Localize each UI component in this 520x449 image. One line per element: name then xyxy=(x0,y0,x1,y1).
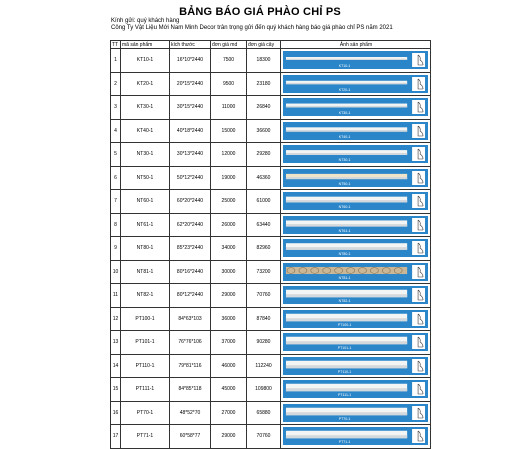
cell-price-cay: 61000 xyxy=(247,190,281,214)
moulding-shadow xyxy=(286,389,407,392)
moulding-image xyxy=(283,145,428,163)
photo-code-label: PT111-1 xyxy=(337,393,352,398)
product-photo xyxy=(283,98,428,116)
cell-tt: 10 xyxy=(111,260,121,284)
table-row xyxy=(111,354,431,378)
cell-size: 76*76*106 xyxy=(170,331,211,355)
cell-price-cay: 87840 xyxy=(247,307,281,331)
photo-code-label: PT70-1 xyxy=(338,416,351,421)
cell-tt: 16 xyxy=(111,401,121,425)
cell-price-cay: 70760 xyxy=(247,284,281,308)
cell-price-md: 12000 xyxy=(211,143,247,167)
cell-product-photo xyxy=(281,96,431,120)
cell-code: NT61-1 xyxy=(121,213,170,237)
cell-price-md: 36000 xyxy=(211,307,247,331)
photo-code-label: NT60-1 xyxy=(338,205,351,210)
cell-size: 20*15*2440 xyxy=(170,72,211,96)
product-photo xyxy=(283,75,428,93)
moulding-image xyxy=(283,192,428,210)
moulding-shadow xyxy=(286,177,407,179)
moulding-shadow xyxy=(286,200,407,202)
product-photo xyxy=(283,380,428,398)
cell-tt: 5 xyxy=(111,143,121,167)
product-photo xyxy=(283,404,428,422)
moulding-image xyxy=(283,357,428,375)
moulding-image xyxy=(283,404,428,422)
cell-price-cay: 65880 xyxy=(247,401,281,425)
product-photo xyxy=(283,357,428,375)
cell-price-cay: 26840 xyxy=(247,96,281,120)
table-row xyxy=(111,237,431,261)
table-row xyxy=(111,378,431,402)
moulding-shadow xyxy=(286,59,407,60)
cell-price-cay: 29280 xyxy=(247,143,281,167)
moulding-shadow xyxy=(286,365,407,368)
product-photo xyxy=(283,145,428,163)
greeting-line: Kính gửi: quý khách hàng xyxy=(111,18,180,24)
cell-price-md: 7500 xyxy=(211,49,247,73)
col-header-size: kích thước xyxy=(170,41,211,49)
moulding-image xyxy=(283,427,428,445)
photo-code-label: PT100-1 xyxy=(337,322,352,327)
cell-product-photo xyxy=(281,190,431,214)
cell-size: 84*85*118 xyxy=(170,378,211,402)
product-photo xyxy=(283,122,428,140)
table-row xyxy=(111,166,431,190)
cell-tt: 2 xyxy=(111,72,121,96)
cell-price-md: 37000 xyxy=(211,331,247,355)
cell-product-photo xyxy=(281,331,431,355)
table-row xyxy=(111,307,431,331)
cell-price-cay: 63440 xyxy=(247,213,281,237)
moulding-image xyxy=(283,310,428,328)
cell-tt: 13 xyxy=(111,331,121,355)
price-table xyxy=(110,40,431,449)
cell-size: 40*18*2440 xyxy=(170,119,211,143)
cell-product-photo xyxy=(281,143,431,167)
cell-price-md: 30000 xyxy=(211,260,247,284)
photo-code-label: PT110-1 xyxy=(337,369,352,374)
product-photo xyxy=(283,333,428,351)
cell-code: NT30-1 xyxy=(121,143,170,167)
photo-code-label: NT30-1 xyxy=(338,158,351,163)
cell-price-md: 9500 xyxy=(211,72,247,96)
page-title: BẢNG BÁO GIÁ PHÀO CHỈ PS xyxy=(179,6,341,18)
cell-price-md: 29000 xyxy=(211,425,247,449)
cell-price-md: 34000 xyxy=(211,237,247,261)
cell-tt: 17 xyxy=(111,425,121,449)
cell-tt: 8 xyxy=(111,213,121,237)
cell-price-md: 27000 xyxy=(211,401,247,425)
cell-size: 50*12*2440 xyxy=(170,166,211,190)
col-header-tt: TT xyxy=(111,41,121,49)
cell-product-photo xyxy=(281,119,431,143)
cell-size: 16*10*2440 xyxy=(170,49,211,73)
cell-product-photo xyxy=(281,49,431,73)
cell-product-photo xyxy=(281,213,431,237)
cell-code: PT101-1 xyxy=(121,331,170,355)
table-row xyxy=(111,143,431,167)
cell-price-cay: 18300 xyxy=(247,49,281,73)
moulding-image xyxy=(283,333,428,351)
product-photo xyxy=(283,51,428,69)
cell-size: 79*81*116 xyxy=(170,354,211,378)
cell-tt: 12 xyxy=(111,307,121,331)
moulding-shadow xyxy=(286,106,407,108)
cell-price-md: 25000 xyxy=(211,190,247,214)
cell-code: KT20-1 xyxy=(121,72,170,96)
moulding-shadow xyxy=(286,153,407,155)
cell-product-photo xyxy=(281,354,431,378)
cell-code: NT82-1 xyxy=(121,284,170,308)
photo-code-label: KT40-1 xyxy=(338,134,351,139)
product-photo xyxy=(283,192,428,210)
cell-tt: 3 xyxy=(111,96,121,120)
photo-code-label: NT81-1 xyxy=(338,275,351,280)
cell-product-photo xyxy=(281,260,431,284)
moulding-shadow xyxy=(286,247,407,250)
cell-size: 62*20*2440 xyxy=(170,213,211,237)
moulding-shadow xyxy=(286,436,407,439)
moulding-image xyxy=(283,98,428,116)
cell-price-md: 29000 xyxy=(211,284,247,308)
cell-tt: 6 xyxy=(111,166,121,190)
table-row xyxy=(111,284,431,308)
moulding-image xyxy=(283,239,428,257)
cell-price-cay: 73200 xyxy=(247,260,281,284)
cell-tt: 14 xyxy=(111,354,121,378)
moulding-shadow xyxy=(286,412,407,415)
photo-code-label: NT82-1 xyxy=(338,299,351,304)
cell-product-photo xyxy=(281,237,431,261)
photo-code-label: KT20-1 xyxy=(338,87,351,92)
cell-code: KT30-1 xyxy=(121,96,170,120)
cell-product-photo xyxy=(281,307,431,331)
photo-code-label: NT50-1 xyxy=(338,181,351,186)
cell-code: PT71-1 xyxy=(121,425,170,449)
cell-price-md: 45000 xyxy=(211,378,247,402)
cell-price-cay: 109800 xyxy=(247,378,281,402)
table-row xyxy=(111,119,431,143)
cell-product-photo xyxy=(281,72,431,96)
intro-line: Công Ty Vật Liệu Mới Nam Minh Decor trân trọng gửi đến quý khách hàng báo giá phào chỉ PS năm 2021 xyxy=(111,25,393,31)
cell-price-md: 46000 xyxy=(211,354,247,378)
photo-code-label: KT10-1 xyxy=(338,64,351,69)
product-photo xyxy=(283,286,428,304)
cell-size: 85*23*2440 xyxy=(170,237,211,261)
moulding-shadow xyxy=(286,318,407,321)
cell-price-cay: 70760 xyxy=(247,425,281,449)
col-header-image: Ảnh sản phẩm xyxy=(281,41,431,49)
cell-size: 60*20*2440 xyxy=(170,190,211,214)
product-photo xyxy=(283,239,428,257)
moulding-image xyxy=(283,51,428,69)
cell-size: 30*13*2440 xyxy=(170,143,211,167)
cell-price-cay: 82960 xyxy=(247,237,281,261)
moulding-image xyxy=(283,380,428,398)
moulding-shadow xyxy=(286,224,407,226)
moulding-image xyxy=(283,75,428,93)
cell-product-photo xyxy=(281,425,431,449)
cell-tt: 9 xyxy=(111,237,121,261)
moulding-image xyxy=(283,286,428,304)
product-photo xyxy=(283,216,428,234)
cell-code: KT40-1 xyxy=(121,119,170,143)
moulding-image xyxy=(283,122,428,140)
col-header-code: mã sản phẩm xyxy=(121,41,170,49)
cell-tt: 11 xyxy=(111,284,121,308)
cell-product-photo xyxy=(281,284,431,308)
moulding-image xyxy=(283,263,428,281)
cell-price-md: 15000 xyxy=(211,119,247,143)
cell-price-cay: 36600 xyxy=(247,119,281,143)
table-row xyxy=(111,425,431,449)
cell-price-cay: 46360 xyxy=(247,166,281,190)
table-row xyxy=(111,331,431,355)
cell-tt: 4 xyxy=(111,119,121,143)
col-header-price-cay: đơn giá cây xyxy=(247,41,281,49)
moulding-shadow xyxy=(286,342,407,345)
photo-code-label: NT61-1 xyxy=(338,228,351,233)
moulding-shadow xyxy=(286,83,407,84)
col-header-price-md: đơn giá md xyxy=(211,41,247,49)
table-row xyxy=(111,401,431,425)
cell-size: 80*12*2440 xyxy=(170,284,211,308)
product-photo xyxy=(283,427,428,445)
product-photo xyxy=(283,310,428,328)
cell-code: PT110-1 xyxy=(121,354,170,378)
table-row xyxy=(111,213,431,237)
table-header-row xyxy=(111,41,431,49)
photo-code-label: PT71-1 xyxy=(338,440,351,445)
cell-size: 48*52*70 xyxy=(170,401,211,425)
cell-size: 30*15*2440 xyxy=(170,96,211,120)
moulding-image xyxy=(283,216,428,234)
cell-code: PT111-1 xyxy=(121,378,170,402)
cell-product-photo xyxy=(281,166,431,190)
cell-size: 80*16*2440 xyxy=(170,260,211,284)
cell-code: NT81-1 xyxy=(121,260,170,284)
table-row xyxy=(111,72,431,96)
cell-code: KT10-1 xyxy=(121,49,170,73)
photo-code-label: KT30-1 xyxy=(338,111,351,116)
cell-code: NT60-1 xyxy=(121,190,170,214)
cell-price-md: 26000 xyxy=(211,213,247,237)
cell-size: 84*63*103 xyxy=(170,307,211,331)
cell-price-md: 11000 xyxy=(211,96,247,120)
moulding-shadow xyxy=(286,295,407,298)
photo-code-label: NT80-1 xyxy=(338,252,351,257)
cell-size: 60*58*77 xyxy=(170,425,211,449)
table-row xyxy=(111,260,431,284)
cell-code: NT80-1 xyxy=(121,237,170,261)
cell-code: PT70-1 xyxy=(121,401,170,425)
cell-tt: 1 xyxy=(111,49,121,73)
photo-code-label: PT101-1 xyxy=(337,346,352,351)
cell-product-photo xyxy=(281,401,431,425)
moulding-image xyxy=(283,169,428,187)
cell-price-cay: 112240 xyxy=(247,354,281,378)
table-body xyxy=(111,49,431,449)
cell-code: PT100-1 xyxy=(121,307,170,331)
cell-tt: 15 xyxy=(111,378,121,402)
moulding-shadow xyxy=(286,130,407,132)
cell-tt: 7 xyxy=(111,190,121,214)
product-photo xyxy=(283,169,428,187)
table-row xyxy=(111,190,431,214)
cell-code: NT50-1 xyxy=(121,166,170,190)
cell-price-cay: 90280 xyxy=(247,331,281,355)
cell-price-md: 19000 xyxy=(211,166,247,190)
table-row xyxy=(111,96,431,120)
product-photo xyxy=(283,263,428,281)
table-row xyxy=(111,49,431,73)
cell-price-cay: 23180 xyxy=(247,72,281,96)
cell-product-photo xyxy=(281,378,431,402)
